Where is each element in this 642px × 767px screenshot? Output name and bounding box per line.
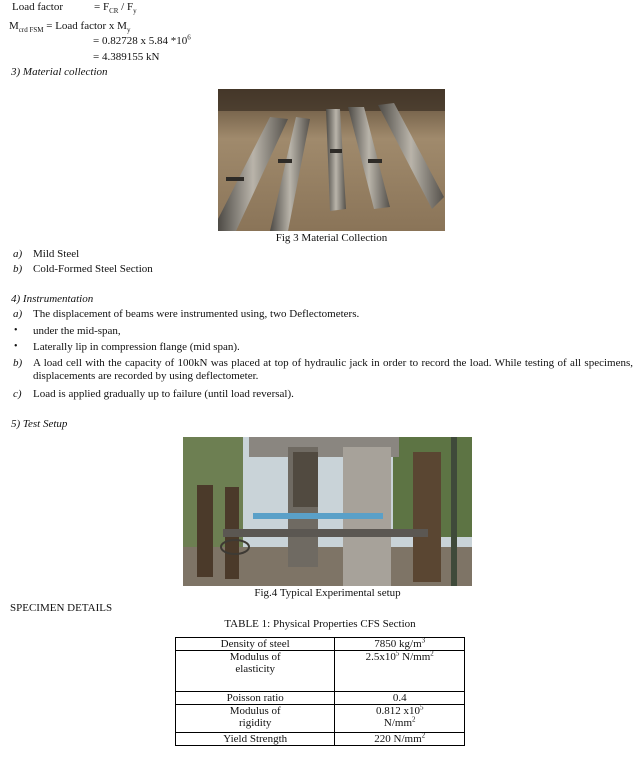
material-collection-image [218,89,445,231]
property-value: $2.5x10^5$ $N/mm^2$ [335,651,465,692]
bullet-icon: • [14,325,18,336]
property-label: Modulus of rigidity [176,705,335,733]
instr-a-marker: a) [13,308,23,320]
instr-c-text: Load is applied gradually up to failure (until load reversal). [33,388,294,400]
test-setup-image [183,437,472,586]
property-label: Yield Strength [176,733,335,746]
instr-b-marker: b) [13,357,23,369]
specimen-details-heading: SPECIMEN DETAILS [10,602,113,614]
bullet-icon: • [14,341,18,352]
section-5-heading: 5) Test Setup [11,418,68,430]
table-row [176,651,465,692]
material-collection-photo [218,89,445,231]
instr-a-text: The displacement of beams were instrumented using, two Deflectometers. [33,308,360,320]
property-value: 220 $N/mm^2$ [335,733,465,746]
test-setup-photo [183,437,472,586]
item-a-marker: a) [13,248,23,260]
property-value: 7850 $kg/m^3$ [335,638,465,651]
physical-properties-table [175,637,465,746]
property-label: Modulus of elasticity [176,651,335,692]
table-row [176,733,465,746]
property-value: 0.4 [335,692,465,705]
property-label: Density of steel [176,638,335,651]
table-row [176,705,465,733]
property-label: Poisson ratio [176,692,335,705]
section-3-heading: 3) Material collection [11,66,108,78]
figure-3-caption: Fig 3 Material Collection [275,232,388,244]
instr-bullet-1: under the mid-span, [33,325,121,337]
moment-line: $M_{crd FSM}$ = Load factor x $M_y$ [9,20,131,35]
item-b-text: Cold-Formed Steel Section [33,263,153,275]
table-1-title: TABLE 1: Physical Properties CFS Section [224,618,416,630]
load-factor-line [12,1,137,16]
instr-b-text: A load cell with the capacity of 100kN was placed at top of hydraulic jack in order to record the load. While testing of all specimens, displacements are recorded by using deflectometer. [33,357,633,382]
item-b-marker: b) [13,263,23,275]
table-row [176,638,465,651]
load-factor-label: Load factor [12,1,63,13]
property-value: 0.812 $x10^5$ $N/mm^2$ [335,705,465,733]
instr-c-marker: c) [13,388,22,400]
instr-bullet-2: Laterally lip in compression flange (mid span). [33,341,240,353]
figure-4-caption: Fig.4 Typical Experimental setup [254,587,401,599]
load-factor-expression: = $F_{CR} / F_y$ [94,1,137,16]
formula-step-1: = 0.82728 x 5.84 $*10^6$ [93,33,191,47]
section-4-heading: 4) Instrumentation [11,293,94,305]
item-a-text: Mild Steel [33,248,80,260]
formula-step-2: = 4.389155 kN [93,51,160,63]
